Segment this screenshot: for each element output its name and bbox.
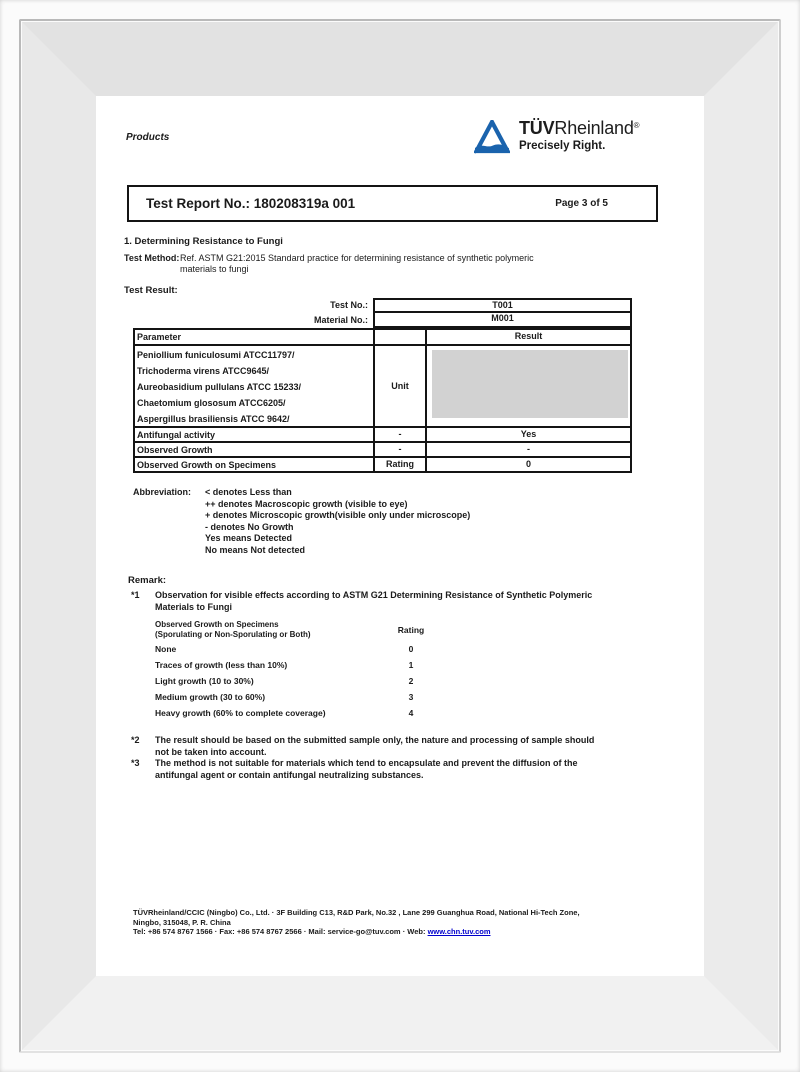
remark-text-line: Observation for visible effects according to ASTM G21 Determining Resistance of Synthetic Polymeric	[155, 590, 593, 600]
result-cell	[427, 346, 630, 426]
remark-text-line: The method is not suitable for materials which tend to encapsulate and prevent the diffusion of the	[155, 758, 578, 768]
material-no-label: Material No.:	[313, 315, 368, 325]
parameter-cell: Antifungal activity	[137, 430, 216, 440]
brand-name: TÜVRheinland®	[519, 118, 640, 138]
material-no-row	[133, 313, 632, 328]
test-method-line: Ref. ASTM G21:2015 Standard practice for determining resistance of synthetic polymeric	[180, 253, 534, 263]
brand-tagline: Precisely Right.	[519, 140, 606, 152]
tuv-rheinland-logo	[474, 118, 639, 156]
species-line: Trichoderma virens ATCC9645/	[137, 366, 270, 376]
abbreviation-block	[133, 487, 470, 556]
unit-cell: -	[373, 443, 427, 456]
abbreviation-line: + denotes Microscopic growth(visible only under microscope)	[205, 510, 471, 520]
page-number: Page 3 of 5	[555, 198, 608, 209]
remark-text-line: The result should be based on the submitted sample only, the nature and processing of sample should	[155, 735, 595, 745]
footer-contact-text: Tel: +86 574 8767 1566 · Fax: +86 574 8767 2566 · Mail: service-go@tuv.com · Web:	[133, 927, 428, 936]
species-line: Chaetomium glososum ATCC6205/	[137, 398, 286, 408]
fungi-species-cell	[135, 346, 373, 426]
parameter-header: Parameter	[137, 332, 182, 342]
table-row	[135, 441, 630, 456]
products-label: Products	[126, 132, 170, 143]
footer	[133, 908, 580, 937]
rating-row: Medium growth (30 to 60%) 3	[155, 692, 414, 702]
abbreviation-lines	[205, 487, 470, 556]
abbreviation-line: No means Not detected	[205, 544, 306, 555]
remark-text	[155, 590, 592, 613]
report-title: Test Report No.: 180208319a 001	[146, 196, 356, 211]
table-row	[135, 456, 630, 471]
abbreviation-line: Yes means Detected	[205, 533, 293, 543]
report-page	[98, 112, 702, 965]
rating-row: None 0	[155, 644, 414, 654]
remark-marker: *2	[131, 735, 140, 745]
result-cell: 0	[525, 459, 531, 469]
results-table	[133, 298, 632, 473]
parameter-cell: Observed Growth on Specimens	[137, 460, 277, 470]
tuv-triangle-icon	[474, 120, 510, 156]
table-row	[135, 426, 630, 441]
species-line: Peniollium funiculosumi ATCC11797/	[137, 350, 295, 360]
remark-marker: *3	[131, 758, 140, 768]
fungi-species-row	[135, 344, 630, 426]
remark-item-3	[131, 758, 578, 781]
remark-text	[155, 735, 594, 758]
remark-text-line: not be taken into account.	[155, 746, 267, 757]
abbreviation-line: - denotes No Growth	[205, 521, 294, 532]
rating-row: Light growth (10 to 30%) 2	[155, 676, 414, 686]
remark-marker: *1	[131, 590, 140, 600]
registered-mark: ®	[633, 121, 640, 130]
remark-item-1	[131, 590, 592, 613]
parameter-result-grid	[133, 328, 632, 473]
abbreviation-line: < denotes Less than	[205, 487, 292, 497]
test-method-text	[180, 253, 534, 275]
unit-header	[373, 330, 427, 344]
test-no-label: Test No.:	[330, 300, 368, 310]
result-cell: Yes	[520, 429, 537, 439]
test-no-row	[133, 298, 632, 313]
rating-scale-table	[155, 620, 455, 721]
remark-label: Remark:	[128, 575, 167, 586]
unit-cell: Rating	[373, 458, 427, 471]
test-method-block	[124, 253, 534, 275]
rating-header: Rating	[397, 624, 425, 635]
brand-text	[519, 118, 639, 152]
rating-header-label: Observed Growth on Specimens (Sporulating or Non-Sporulating or Both)	[155, 620, 311, 639]
abbreviation-label: Abbreviation:	[133, 487, 192, 497]
redacted-result-box	[432, 350, 628, 418]
section-heading: 1. Determining Resistance to Fungi	[124, 236, 283, 247]
footer-contact-line	[133, 927, 580, 937]
abbreviation-line: ++ denotes Macroscopic growth (visible to eye)	[205, 498, 408, 509]
result-header: Result	[514, 331, 543, 341]
remark-text-line: Materials to Fungi	[155, 601, 233, 612]
unit-cell: -	[373, 428, 427, 441]
table-header-row	[135, 330, 630, 344]
report-number-bar	[127, 185, 658, 222]
test-method-line: materials to fungi	[180, 264, 249, 274]
remark-text-line: antifungal agent or contain antifungal neutralizing substances.	[155, 769, 424, 780]
footer-web-link[interactable]: www.chn.tuv.com	[427, 927, 491, 936]
test-method-label: Test Method:	[124, 253, 180, 263]
test-result-label: Test Result:	[124, 285, 178, 296]
remark-text	[155, 758, 578, 781]
footer-address-line: TÜVRheinland/CCIC (Ningbo) Co., Ltd. · 3F Building C13, R&D Park, No.32 , Lane 299 Guanghua Road, National Hi-Tech Zone,	[133, 908, 580, 917]
rating-table-header	[155, 620, 455, 639]
species-line: Aspergillus brasiliensis ATCC 9642/	[137, 414, 290, 424]
result-cell: -	[527, 444, 530, 454]
parameter-cell: Observed Growth	[137, 445, 213, 455]
material-no-value: M001	[373, 313, 632, 328]
rating-row: Traces of growth (less than 10%) 1	[155, 660, 414, 670]
test-no-value: T001	[373, 298, 632, 313]
unit-cell: Unit	[373, 346, 427, 426]
rating-row: Heavy growth (60% to complete coverage) 4	[155, 708, 414, 718]
species-line: Aureobasidium pullulans ATCC 15233/	[137, 382, 302, 392]
footer-address-line: Ningbo, 315048, P. R. China	[133, 917, 231, 927]
remark-item-2	[131, 735, 594, 758]
